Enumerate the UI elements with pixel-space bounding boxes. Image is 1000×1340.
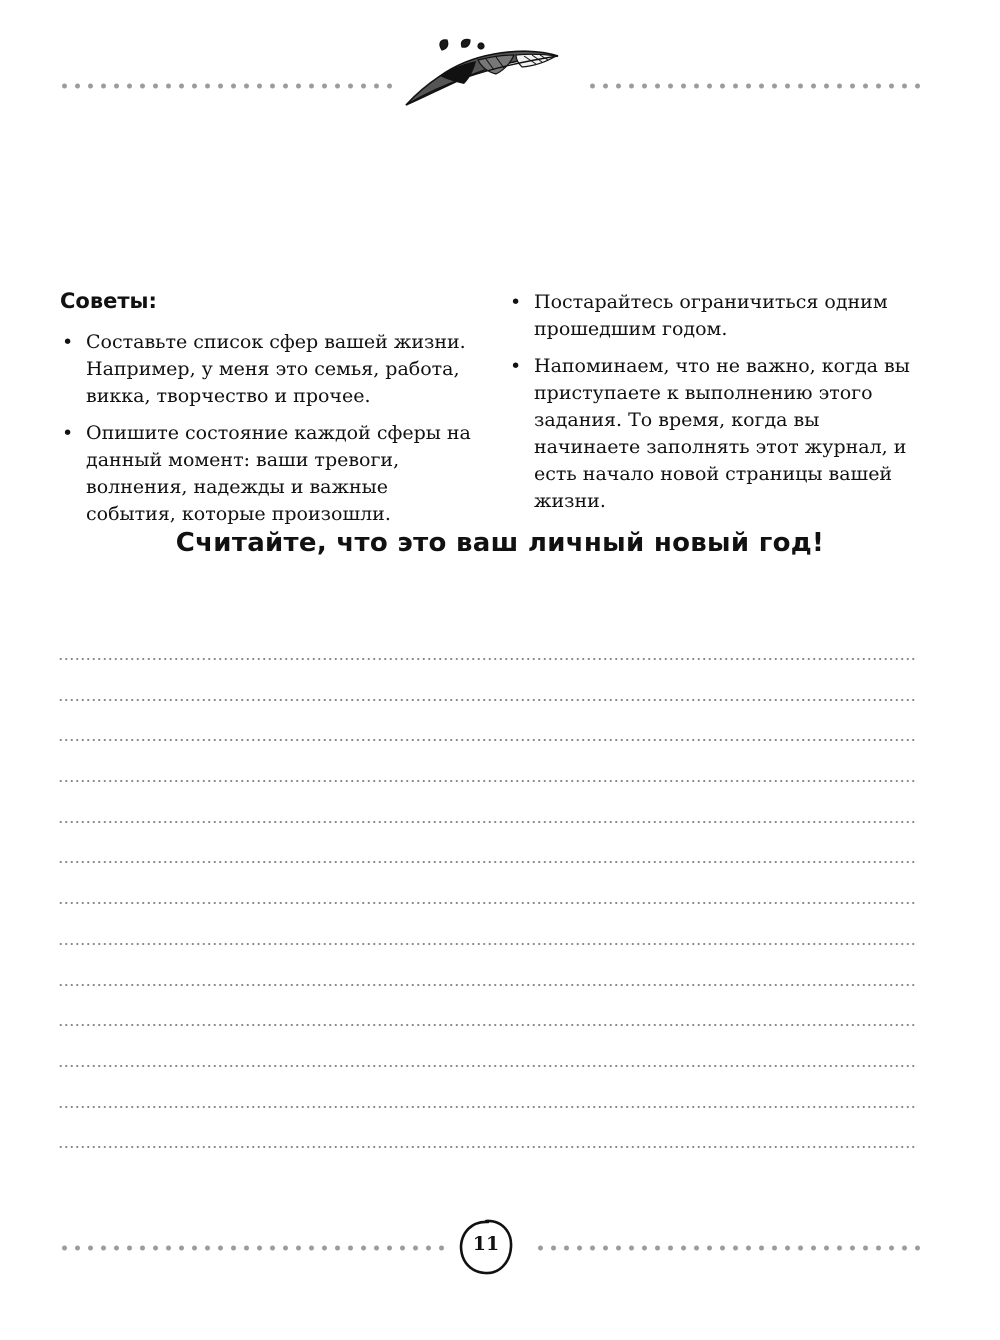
writing-line[interactable] — [58, 658, 916, 660]
tip-item: • Составьте список сфер вашей жизни. Например, у меня это семья, работа, викка, творчество и прочее. — [60, 329, 480, 410]
writing-line[interactable] — [58, 984, 916, 986]
bottom-right-dot-divider — [534, 1244, 926, 1252]
motto-heading: Считайте, что это ваш личный новый год! — [175, 528, 825, 558]
tip-item: • Постарайтесь ограничиться одним прошедшим годом. — [508, 289, 928, 343]
writing-line[interactable] — [58, 902, 916, 904]
writing-area[interactable] — [58, 658, 916, 1187]
bottom-left-dot-divider — [58, 1244, 450, 1252]
writing-line[interactable] — [58, 1146, 916, 1148]
feather-icon — [400, 36, 562, 108]
writing-line[interactable] — [58, 821, 916, 823]
writing-line[interactable] — [58, 739, 916, 741]
tips-list-right — [508, 289, 928, 515]
writing-line[interactable] — [58, 699, 916, 701]
tips-list-left — [60, 329, 480, 528]
tips-right-column — [508, 289, 928, 525]
writing-line[interactable] — [58, 1106, 916, 1108]
tip-item: • Напоминаем, что не важно, когда вы приступаете к выполнению этого задания. То время, когда вы начинаете заполнять этот журнал, и есть начало новой страницы вашей жизни. — [508, 353, 928, 515]
writing-line[interactable] — [58, 780, 916, 782]
page-number-badge — [458, 1218, 514, 1276]
tips-left-column — [60, 288, 480, 538]
writing-line[interactable] — [58, 943, 916, 945]
writing-line[interactable] — [58, 1065, 916, 1067]
page-number: 11 — [472, 1233, 500, 1255]
top-right-dot-divider — [586, 82, 926, 90]
top-left-dot-divider — [58, 82, 398, 90]
writing-line[interactable] — [58, 1024, 916, 1026]
tips-heading: Советы: — [60, 289, 157, 313]
writing-line[interactable] — [58, 861, 916, 863]
tip-item: • Опишите состояние каждой сферы на данный момент: ваши тревоги, волнения, надежды и важные события, которые произошли. — [60, 420, 480, 528]
